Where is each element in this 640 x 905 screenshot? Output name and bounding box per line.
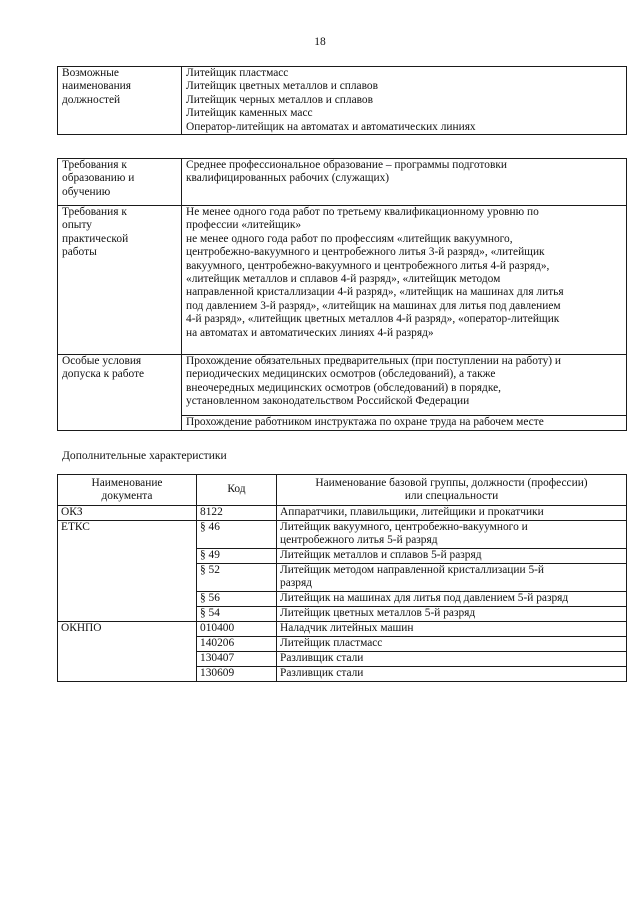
- experience-value-line: не менее одного года работ по профессиям «литейщик вакуумного,: [186, 232, 513, 245]
- positions-label-cell: [58, 67, 182, 135]
- table-row: [58, 621, 627, 636]
- experience-label-line: работы: [62, 246, 97, 259]
- characteristics-table: [57, 474, 627, 682]
- positions-label-line: должностей: [62, 93, 121, 106]
- header-line: документа: [101, 490, 153, 502]
- code-cell: 010400: [197, 621, 277, 636]
- name-line: Литейщик вакуумного, центробежно-вакуумного и: [280, 521, 528, 533]
- name-cell: [277, 621, 627, 636]
- name-cell: [277, 548, 627, 563]
- position-item: Литейщик цветных металлов и сплавов: [186, 80, 378, 93]
- code-cell: 130407: [197, 651, 277, 666]
- education-value-line: квалифицированных рабочих (служащих): [186, 172, 390, 185]
- experience-value-line: на автоматах и автоматических линиях 4-й разряд»: [186, 326, 434, 339]
- special-conditions-label-line: Особые условия: [62, 355, 142, 367]
- experience-label-line: опыту: [62, 219, 92, 232]
- doc-cell: ОКНПО: [58, 621, 197, 681]
- safety-briefing-text: Прохождение работником инструктажа по охране труда на рабочем месте: [186, 416, 544, 428]
- table-row: [58, 355, 627, 416]
- page-number: 18: [314, 36, 326, 48]
- code-cell: § 46: [197, 521, 277, 549]
- doc-cell: ЕТКС: [58, 521, 197, 622]
- code-cell: 130609: [197, 666, 277, 681]
- experience-label-cell: [58, 206, 182, 355]
- requirements-table: [57, 158, 627, 431]
- name-cell: [277, 506, 627, 521]
- special-conditions-value-line: установленном законодательством Российской Федерации: [186, 395, 470, 408]
- name-line: разряд: [280, 577, 312, 590]
- name-line: Литейщик цветных металлов 5-й разряд: [280, 606, 476, 619]
- header-line: Код: [227, 483, 246, 496]
- doc-cell: ОКЗ: [58, 506, 197, 521]
- positions-label-line: Возможные: [62, 67, 119, 79]
- name-cell: [277, 606, 627, 621]
- code-cell: 140206: [197, 636, 277, 651]
- position-item: Литейщик пластмасс: [186, 67, 289, 79]
- education-value-cell: [182, 159, 627, 206]
- position-item: Оператор-литейщик на автоматах и автоматических линиях: [186, 120, 476, 133]
- special-conditions-value-line: внеочередных медицинских осмотров (обследований) в порядке,: [186, 381, 501, 394]
- special-conditions-label-line: допуска к работе: [62, 368, 145, 381]
- experience-value-line: 4-й разряд», «литейщик цветных металлов 4-й разряд», «оператор-литейщик: [186, 313, 560, 326]
- name-line: Литейщик методом направленной кристаллизации 5-й: [280, 563, 545, 576]
- name-line: Разливщик стали: [280, 651, 364, 664]
- experience-value-line: центробежно-вакуумного и центробежного литья 3-й разряд», «литейщик: [186, 246, 545, 259]
- table-row: [58, 206, 627, 355]
- positions-list-cell: [182, 67, 627, 135]
- name-line: Наладчик литейных машин: [280, 621, 414, 634]
- name-line: Литейщик пластмасс: [280, 636, 383, 649]
- name-cell: [277, 636, 627, 651]
- education-value-line: Среднее профессиональное образование – программы подготовки: [186, 159, 507, 171]
- special-conditions-value-line: Прохождение обязательных предварительных (при поступлении на работу) и: [186, 355, 562, 367]
- education-label-line: Требования к: [62, 159, 127, 171]
- additional-characteristics-heading: Дополнительные характеристики: [62, 449, 227, 462]
- name-cell: [277, 666, 627, 681]
- experience-label-line: практической: [62, 232, 129, 245]
- code-cell: § 52: [197, 563, 277, 591]
- code-cell: 8122: [197, 506, 277, 521]
- table-row: [58, 506, 627, 521]
- experience-value-cell: [182, 206, 627, 355]
- table-row: [58, 67, 627, 135]
- position-item: Литейщик каменных масс: [186, 107, 313, 120]
- code-cell: § 49: [197, 548, 277, 563]
- positions-table: [57, 66, 627, 135]
- header-line: Наименование базовой группы, должности (профессии): [315, 476, 588, 489]
- header-line: или специальности: [404, 490, 499, 502]
- table-row: [58, 159, 627, 206]
- header-line: Наименование: [91, 476, 163, 489]
- name-cell: [277, 591, 627, 606]
- experience-value-line: «литейщик металлов и сплавов 4-й разряд», «литейщик методом: [186, 273, 501, 286]
- name-cell: [277, 521, 627, 549]
- header-code: [197, 475, 277, 506]
- table-row: [58, 521, 627, 549]
- positions-label-line: наименования: [62, 80, 132, 93]
- experience-value-line: профессии «литейщик»: [186, 219, 302, 232]
- education-label-line: обучению: [62, 185, 111, 198]
- special-conditions-value-line: периодических медицинских осмотров (обследований), а также: [186, 368, 496, 381]
- name-line: центробежного литья 5-й разряд: [280, 534, 438, 547]
- name-cell: [277, 563, 627, 591]
- table-header-row: [58, 475, 627, 506]
- education-label-line: образованию и: [62, 172, 135, 185]
- name-line: Разливщик стали: [280, 666, 364, 679]
- experience-label-line: Требования к: [62, 206, 127, 218]
- experience-value-line: вакуумного, центробежно-вакуумного и центробежного литья 4-й разряд»,: [186, 259, 550, 272]
- experience-value-line: направленной кристаллизации 4-й разряд», «литейщик на машинах для литья: [186, 286, 564, 299]
- name-line: Аппаратчики, плавильщики, литейщики и прокатчики: [280, 506, 544, 518]
- experience-value-line: под давлением 3-й разряд», «литейщик на машинах для литья под давлением: [186, 299, 561, 312]
- name-line: Литейщик на машинах для литья под давлением 5-й разряд: [280, 591, 569, 604]
- experience-value-line: Не менее одного года работ по третьему квалификационному уровню по: [186, 206, 539, 218]
- header-group-name: [277, 475, 627, 506]
- code-cell: § 56: [197, 591, 277, 606]
- special-conditions-label-cell: [58, 355, 182, 431]
- education-label-cell: [58, 159, 182, 206]
- position-item: Литейщик черных металлов и сплавов: [186, 93, 374, 106]
- name-line: Литейщик металлов и сплавов 5-й разряд: [280, 548, 482, 561]
- header-document-name: [58, 475, 197, 506]
- code-cell: § 54: [197, 606, 277, 621]
- safety-briefing-cell: [182, 416, 627, 431]
- special-conditions-value-cell: [182, 355, 627, 416]
- name-cell: [277, 651, 627, 666]
